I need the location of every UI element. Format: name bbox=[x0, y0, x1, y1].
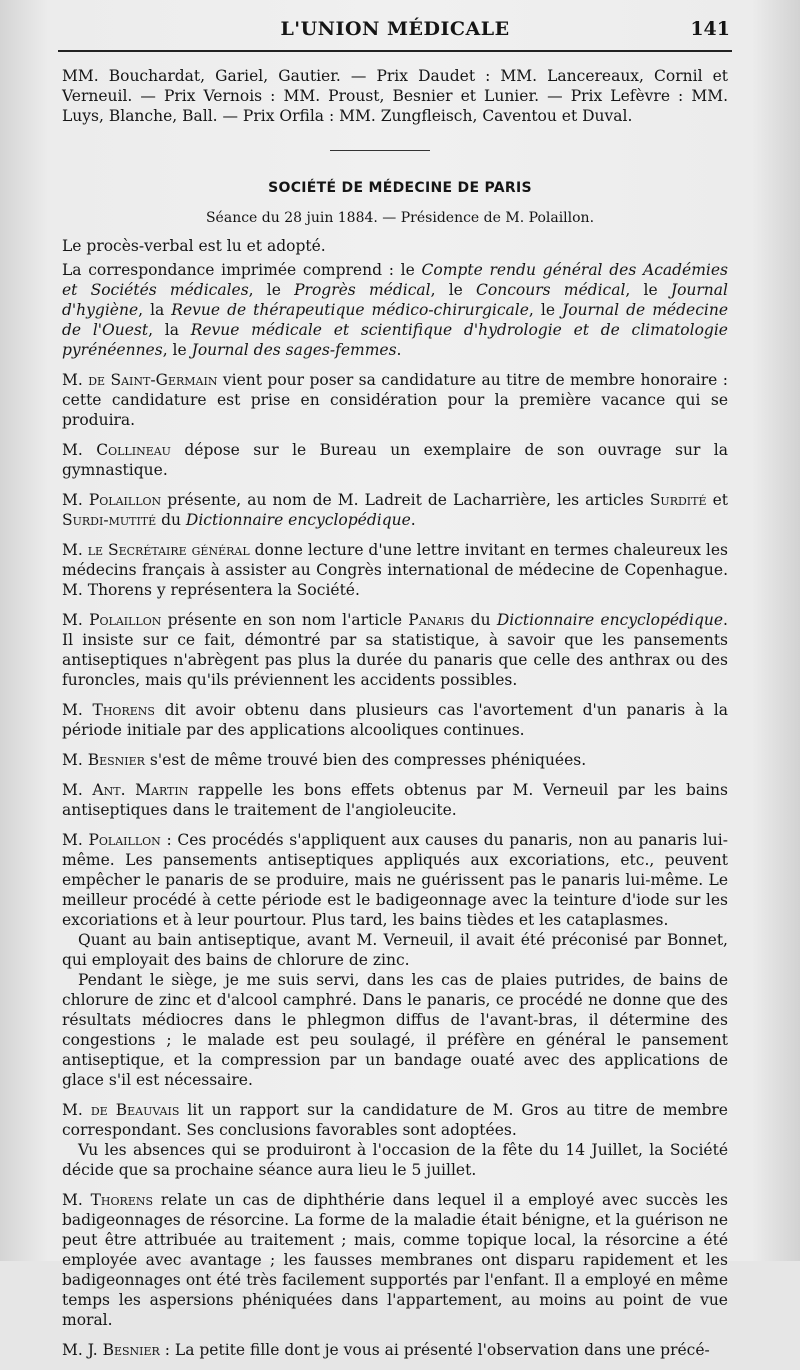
paragraph-besnier bbox=[62, 750, 728, 770]
page-header bbox=[60, 18, 730, 44]
journal-title: L'UNION MÉDICALE bbox=[280, 18, 510, 40]
speaker-name: M. Collineau bbox=[62, 441, 171, 459]
paragraph-beauvais bbox=[62, 1100, 728, 1140]
text-run: dit avoir obtenu dans plusieurs cas l'avortement d'un panaris à la période initiale par des applications alcooliques continues. bbox=[62, 701, 728, 739]
speaker-name: M. Polaillon bbox=[62, 831, 161, 849]
text-run: , le bbox=[430, 281, 477, 299]
text-run: , la bbox=[138, 301, 172, 319]
text-run: , la bbox=[148, 321, 191, 339]
journal-ref: Revue médicale et scientifique d'hydrologie et de climatologie pyrénéennes bbox=[62, 321, 728, 359]
text-run: , le bbox=[528, 301, 562, 319]
paragraph-polaillon-panaris bbox=[62, 610, 728, 690]
text-run: et bbox=[706, 491, 728, 509]
text-run: rappelle les bons effets obtenus par M. Verneuil par les bains antiseptiques dans le traitement de l'angioleucite. bbox=[62, 781, 728, 819]
paragraph-thorens-panaris bbox=[62, 700, 728, 740]
journal-ref: Dictionnaire encyclopédique bbox=[185, 511, 411, 529]
text-run: du bbox=[156, 511, 186, 529]
journal-ref: Compte rendu général des Académies et Sociétés médicales bbox=[62, 261, 729, 299]
header-rule bbox=[58, 50, 732, 52]
journal-ref: Journal de médecine de l'Ouest bbox=[62, 301, 728, 339]
journal-ref: Concours médical bbox=[476, 281, 626, 299]
text-run: , le bbox=[248, 281, 295, 299]
text-run: présente, au nom de M. Ladreit de Lacharrière, les articles bbox=[161, 491, 650, 509]
section-divider bbox=[330, 150, 430, 151]
text-run: : Ces procédés s'appliquent aux causes du panaris, non au panaris lui-même. Les pansements antiseptiques appliqués aux excoriations, etc., peuvent empêcher le panaris de se produire, mais ne guérissent pas le panaris lui-même. Le meilleur procédé à cette période est le badigeonnage avec la teinture d'iode sur les excoriations et à leur pourtour. Plus tard, les bains tièdes et les cataplasmes. bbox=[62, 831, 728, 929]
journal-ref: Progrès médical bbox=[294, 281, 431, 299]
paragraph-martin bbox=[62, 780, 728, 820]
minutes-body bbox=[62, 236, 728, 1370]
text-run: , le bbox=[162, 341, 192, 359]
journal-ref: Journal des sages-femmes bbox=[191, 341, 397, 359]
speaker-name: M. de Saint-Germain bbox=[62, 371, 218, 389]
paragraph-j-besnier bbox=[62, 1340, 728, 1360]
paragraph-proces-verbal: Le procès-verbal est lu et adopté. bbox=[62, 237, 326, 255]
intro-block bbox=[62, 66, 728, 136]
text-run: . bbox=[410, 511, 416, 529]
speaker-name: M. Thorens bbox=[62, 1191, 154, 1209]
text-run: vient pour poser sa candidature au titre de membre honoraire : cette candidature est prise en considération pour la première vacance qui se produira. bbox=[62, 371, 728, 429]
paragraph-bonnet: Quant au bain antiseptique, avant M. Verneuil, il avait été préconisé par Bonnet, qui employait des bains de chlorure de zinc. bbox=[62, 931, 728, 969]
paragraph-polaillon-surdite bbox=[62, 490, 728, 530]
text-run: . Il insiste sur ce fait, démontré par sa statistique, à savoir que les pansements antiseptiques n'abrègent pas plus la durée du panaris que celle des anthrax ou des furoncles, mais qu'ils préviennent les accidents possibles. bbox=[62, 611, 728, 689]
text-run: La correspondance imprimée comprend : le bbox=[62, 261, 422, 279]
text-run: présente en son nom l'article bbox=[161, 611, 409, 629]
text-run: du bbox=[464, 611, 497, 629]
text-run: . bbox=[396, 341, 402, 359]
paragraph-collineau bbox=[62, 440, 728, 480]
text-run: donne lecture d'une lettre invitant en termes chaleureux les médecins français à assister au Congrès international de médecine de Copenhague. M. Thorens y représentera la Société. bbox=[62, 541, 729, 599]
speaker-name: M. Besnier bbox=[62, 751, 145, 769]
speaker-name: M. de Beauvais bbox=[62, 1101, 180, 1119]
speaker-name: M. Thorens bbox=[62, 701, 155, 719]
speaker-name: M. le Secrétaire général bbox=[62, 541, 250, 559]
paragraph-siege: Pendant le siège, je me suis servi, dans les cas de plaies putrides, de bains de chlorure de zinc et d'alcool camphré. Dans le panaris, ce procédé ne donne que des résultats médiocres dans le phlegmon diffus de l'avant-bras, il détermine des congestions ; le malade est peu soulagé, il préfère en général le pansement antiseptique, et la compression par un bandage ouaté avec des applications de glace s'il est nécessaire. bbox=[62, 971, 728, 1089]
text-run: s'est de même trouvé bien des compresses phéniquées. bbox=[144, 751, 587, 769]
article-title: Surdi-mutité bbox=[62, 511, 157, 529]
text-run: lit un rapport sur la candidature de M. Gros au titre de membre correspondant. Ses conclusions favorables sont adoptées. bbox=[62, 1101, 728, 1139]
journal-ref: Journal d'hygiène bbox=[62, 281, 728, 319]
speaker-name: M. Polaillon bbox=[62, 611, 162, 629]
journal-ref: Revue de thérapeutique médico-chirurgicale bbox=[171, 301, 529, 319]
paragraph-correspondance bbox=[62, 260, 728, 360]
session-line: Séance du 28 juin 1884. — Présidence de M. Polaillon. bbox=[205, 210, 595, 226]
journal-ref: Dictionnaire encyclopédique bbox=[496, 611, 724, 629]
paragraph-saint-germain bbox=[62, 370, 728, 430]
text-run: , le bbox=[625, 281, 671, 299]
paragraph-secretaire bbox=[62, 540, 728, 600]
society-title: SOCIÉTÉ DE MÉDECINE DE PARIS bbox=[268, 180, 532, 196]
paragraph-polaillon-reply bbox=[62, 830, 728, 930]
speaker-name: M. J. Besnier bbox=[62, 1341, 160, 1359]
text-run: relate un cas de diphthérie dans lequel il a employé avec succès les badigeonnages de résorcine. La forme de la maladie était bénigne, et la guérison ne peut être attribuée au traitement ; mais, comme topique local, la résorcine a été employée avec avantage ; les fausses membranes ont disparu rapidement et les badigeonnages ont été très facilement supportés par l'enfant. Il a employé en même temps les aspersions phéniquées dans l'appartement, au moins au point de vue moral. bbox=[62, 1191, 729, 1329]
text-run: dépose sur le Bureau un exemplaire de son ouvrage sur la gymnastique. bbox=[62, 441, 728, 479]
article-title: Panaris bbox=[408, 611, 465, 629]
speaker-name: M. Polaillon bbox=[62, 491, 162, 509]
paragraph-next-session: Vu les absences qui se produiront à l'occasion de la fête du 14 Juillet, la Société décide que sa prochaine séance aura lieu le 5 juillet. bbox=[62, 1141, 728, 1179]
text-run: : La petite fille dont je vous ai présenté l'observation dans une précé- bbox=[159, 1341, 710, 1359]
prize-list-paragraph: MM. Bouchardat, Gariel, Gautier. — Prix Daudet : MM. Lancereaux, Cornil et Verneuil. — Prix Vernois : MM. Proust, Besnier et Lunier. — Prix Lefèvre : MM. Luys, Blanche, Ball. — Prix Orfila : MM. Zungfleisch, Caventou et Duval. bbox=[62, 67, 728, 125]
article-title: Surdité bbox=[649, 491, 707, 509]
page-number: 141 bbox=[690, 18, 730, 40]
paragraph-thorens-diphtherie bbox=[62, 1190, 728, 1330]
speaker-name: M. Ant. Martin bbox=[62, 781, 189, 799]
